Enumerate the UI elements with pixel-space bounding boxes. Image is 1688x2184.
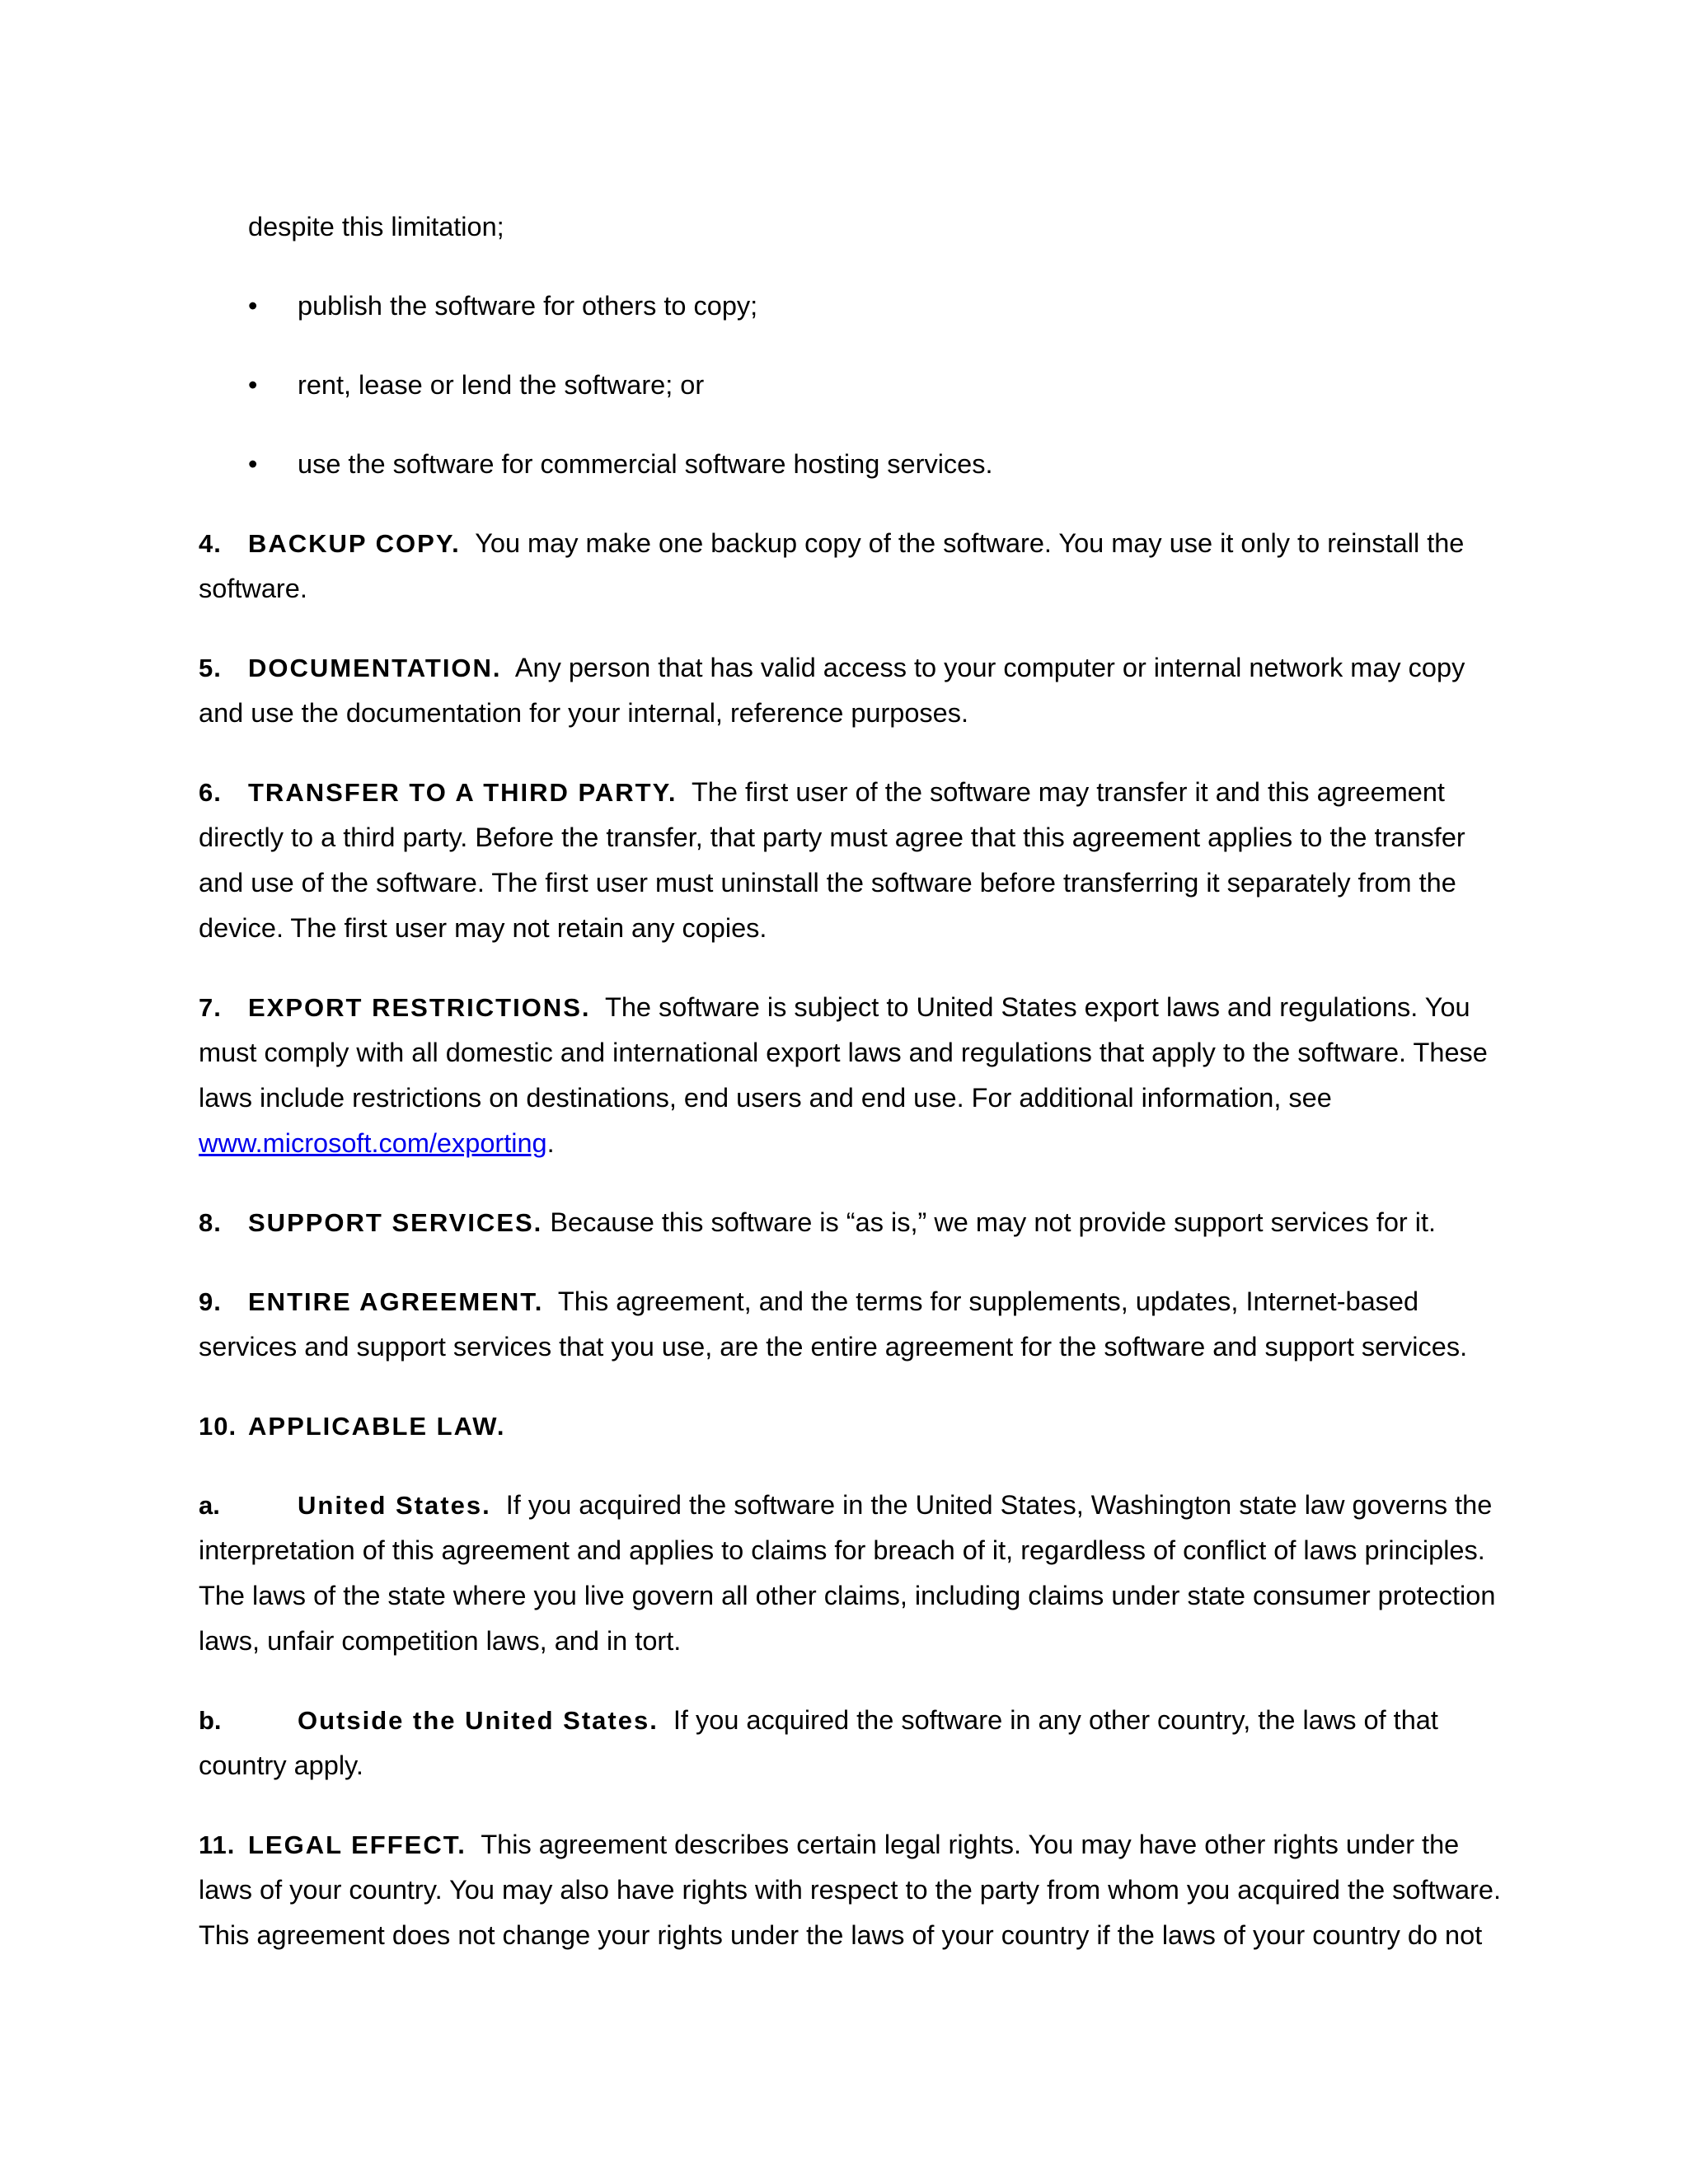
section-text: directly to a third party. Before the transfer, that party must agree that this agreement applies to the transfer bbox=[199, 823, 1465, 852]
section-text: interpretation of this agreement and applies to claims for breach of it, regardless of conflict of laws principles. bbox=[199, 1535, 1485, 1565]
section-number: 11. bbox=[199, 1830, 236, 1859]
section-documentation bbox=[199, 645, 1493, 736]
subsection-outside-united-states bbox=[199, 1698, 1493, 1788]
section-text: The laws of the state where you live govern all other claims, including claims under state consumer protection bbox=[199, 1581, 1496, 1610]
section-text: and use the documentation for your internal, reference purposes. bbox=[199, 698, 969, 728]
section-text: This agreement, and the terms for supplements, updates, Internet-based bbox=[557, 1286, 1419, 1316]
section-text: software. bbox=[199, 574, 307, 603]
section-text: This agreement describes certain legal rights. You may have other rights under the bbox=[481, 1830, 1460, 1859]
section-export bbox=[199, 985, 1493, 1166]
section-text: You may make one backup copy of the software. You may use it only to reinstall the bbox=[475, 528, 1465, 558]
section-text: Any person that has valid access to your computer or internal network may copy bbox=[514, 653, 1465, 682]
section-text: If you acquired the software in any other country, the laws of that bbox=[673, 1705, 1438, 1735]
section-legal-effect bbox=[199, 1822, 1502, 1958]
list-item bbox=[199, 363, 1493, 408]
section-applicable-law bbox=[199, 1404, 1493, 1449]
section-heading: BACKUP COPY. bbox=[248, 529, 461, 558]
section-transfer bbox=[199, 770, 1493, 951]
list-item bbox=[199, 442, 1493, 487]
bullet-icon: • bbox=[248, 449, 258, 479]
section-number: 8. bbox=[199, 1208, 222, 1237]
subsection-united-states bbox=[199, 1483, 1496, 1664]
section-text: services and support services that you use, are the entire agreement for the software and support services. bbox=[199, 1332, 1468, 1361]
section-heading: LEGAL EFFECT. bbox=[248, 1830, 467, 1859]
list-item-text: publish the software for others to copy; bbox=[298, 291, 758, 321]
section-number: 5. bbox=[199, 654, 222, 682]
section-text: country apply. bbox=[199, 1750, 363, 1780]
section-heading: APPLICABLE LAW. bbox=[248, 1412, 506, 1441]
list-item-text: use the software for commercial software hosting services. bbox=[298, 449, 993, 479]
section-text: laws include restrictions on destinations, end users and end use. For additional information, see bbox=[199, 1083, 1332, 1113]
section-text: laws of your country. You may also have rights with respect to the party from whom you acquired the software. bbox=[199, 1875, 1502, 1905]
section-number: 10. bbox=[199, 1412, 237, 1441]
section-heading: TRANSFER TO A THIRD PARTY. bbox=[248, 778, 678, 807]
subsection-letter: a. bbox=[199, 1491, 220, 1520]
section-heading: ENTIRE AGREEMENT. bbox=[248, 1287, 544, 1316]
section-number: 9. bbox=[199, 1287, 222, 1316]
section-text: The software is subject to United States export laws and regulations. You bbox=[604, 992, 1470, 1022]
export-info-link[interactable]: www.microsoft.com/exporting bbox=[199, 1128, 547, 1158]
section-entire-agreement bbox=[199, 1279, 1493, 1370]
section-number: 6. bbox=[199, 778, 222, 807]
section-text: If you acquired the software in the United States, Washington state law governs the bbox=[505, 1490, 1493, 1520]
section-text: device. The first user may not retain any copies. bbox=[199, 913, 767, 943]
section-text: laws, unfair competition laws, and in tort. bbox=[199, 1626, 682, 1656]
license-text bbox=[199, 204, 1502, 1958]
section-text: Because this software is “as is,” we may not provide support services for it. bbox=[550, 1207, 1437, 1237]
section-heading: SUPPORT SERVICES. bbox=[248, 1208, 543, 1237]
section-number: 4. bbox=[199, 529, 222, 558]
subsection-letter: b. bbox=[199, 1706, 222, 1735]
subsection-heading: Outside the United States. bbox=[298, 1706, 659, 1735]
section-text: and use of the software. The first user must uninstall the software before transferring it separately from the bbox=[199, 868, 1456, 898]
bullet-icon: • bbox=[248, 370, 258, 400]
bullet-icon: • bbox=[248, 291, 258, 321]
section-heading: DOCUMENTATION. bbox=[248, 654, 502, 682]
subsection-heading: United States. bbox=[298, 1491, 491, 1520]
section-text: must comply with all domestic and international export laws and regulations that apply to the software. These bbox=[199, 1038, 1488, 1067]
intro-line: despite this limitation; bbox=[248, 212, 504, 241]
list-item bbox=[199, 284, 1493, 329]
section-heading: EXPORT RESTRICTIONS. bbox=[248, 993, 591, 1022]
section-text: This agreement does not change your rights under the laws of your country if the laws of your country do not bbox=[199, 1920, 1483, 1950]
section-number: 7. bbox=[199, 993, 222, 1022]
section-backup-copy bbox=[199, 521, 1493, 612]
section-text: The first user of the software may transfer it and this agreement bbox=[691, 777, 1445, 807]
section-support bbox=[199, 1200, 1493, 1245]
list-item-text: rent, lease or lend the software; or bbox=[298, 370, 705, 400]
section-text: . bbox=[546, 1128, 555, 1158]
